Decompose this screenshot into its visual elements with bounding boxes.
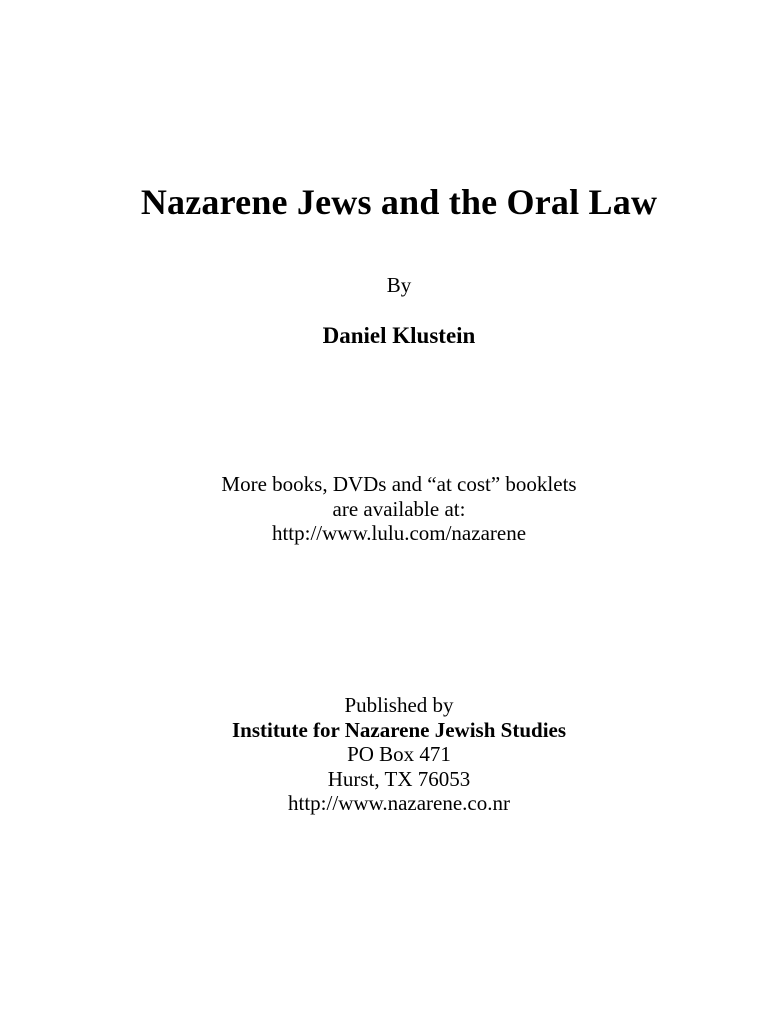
author-name: Daniel Klustein bbox=[322, 323, 476, 348]
promo-block bbox=[0, 472, 768, 546]
promo-url: http://www.lulu.com/nazarene bbox=[271, 521, 527, 545]
publisher-block bbox=[0, 693, 768, 816]
published-by-label: Published by bbox=[344, 693, 454, 717]
publisher-url: http://www.nazarene.co.nr bbox=[288, 791, 510, 815]
promo-line-2: are available at: bbox=[332, 496, 466, 521]
publisher-name: Institute for Nazarene Jewish Studies bbox=[231, 717, 567, 742]
book-title: Nazarene Jews and the Oral Law bbox=[140, 182, 658, 222]
publisher-address-line-1: PO Box 471 bbox=[347, 742, 451, 766]
publisher-address-line-2: Hurst, TX 76053 bbox=[327, 766, 471, 791]
promo-line-1: More books, DVDs and “at cost” booklets bbox=[221, 472, 577, 496]
by-label: By bbox=[386, 273, 412, 297]
